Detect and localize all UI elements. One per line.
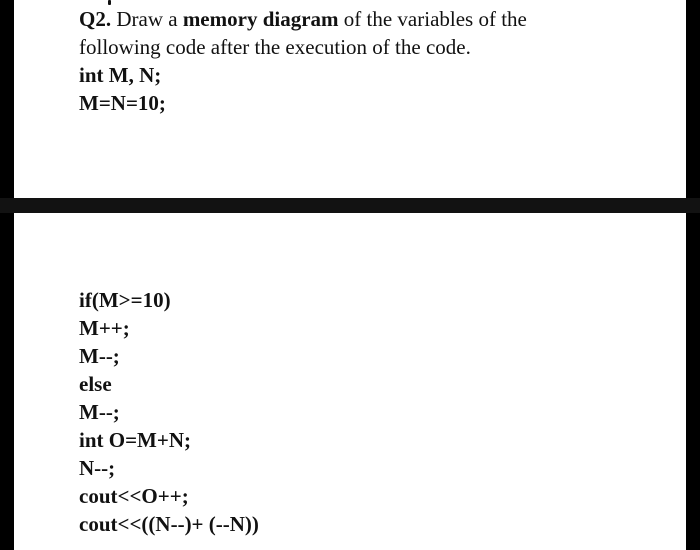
stray-mark [108,0,111,5]
question-line-2: following code after the execution of the code. [79,35,471,59]
code-line-o-declaration: int O=M+N; [79,428,192,452]
code-line-cout-o: cout<<O++; [79,484,189,508]
panel-divider [0,198,700,213]
code-line-n-decrement: N--; [79,456,116,480]
code-line-else-m-decrement: M--; [79,400,120,424]
question-text-after-bold: of the variables of the [338,7,527,31]
code-line-else: else [79,372,112,396]
question-line-1 [79,7,527,32]
question-number: Q2. [79,7,112,31]
question-bold-term: memory diagram [182,7,339,31]
code-line-m-increment: M++; [79,316,130,340]
code-line-assignment: M=N=10; [79,91,166,115]
code-line-declaration: int M, N; [79,63,162,87]
code-line-if: if(M>=10) [79,288,171,312]
question-text-before-bold: Draw a [111,7,183,31]
code-line-m-decrement: M--; [79,344,120,368]
code-line-cout-n: cout<<((N--)+ (--N)) [79,512,259,536]
